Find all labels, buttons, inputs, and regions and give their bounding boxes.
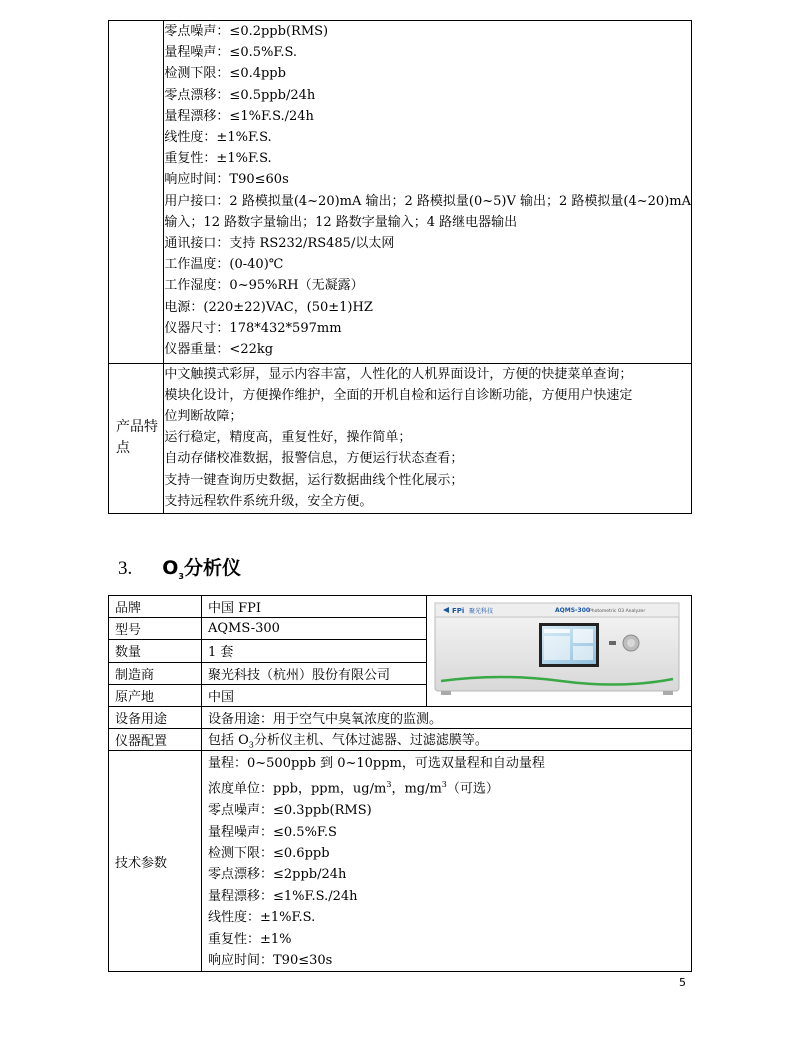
spec-line: 工作温度：(0-40)℃ — [164, 257, 284, 273]
spec-lines-cell — [164, 21, 692, 364]
feature-line: 中文触摸式彩屏，显示内容丰富，人性化的人机界面设计，方便的快捷菜单查询； — [164, 366, 633, 382]
usage-key: 设备用途 — [109, 707, 202, 729]
config-prefix: 包括 O — [208, 733, 249, 749]
feature-line: 位判断故障； — [164, 408, 243, 424]
tech-values — [202, 751, 692, 972]
conc-prefix: 浓度单位：ppb，ppm，ug/m — [208, 781, 387, 797]
section-title — [162, 557, 241, 579]
spec-line: 输入；12 路数字量输出；12 路数字量输入；4 路继电器输出 — [164, 214, 518, 230]
spec-label-cell — [109, 21, 164, 364]
spec-line: 重复性：±1%F.S. — [164, 151, 272, 167]
o3-analyzer-table — [108, 595, 692, 972]
spec-line: 零点漂移：≤0.5ppb/24h — [164, 87, 316, 103]
title-suffix: 分析仪 — [183, 557, 241, 579]
conc-sup2: 3 — [441, 780, 447, 790]
device-product-desc: Photometric O3 Analyzer — [589, 609, 646, 614]
row-value: 中国 FPI — [202, 596, 427, 618]
section-heading — [118, 553, 241, 581]
feature-line: 支持远程软件系统升级，安全方便。 — [164, 493, 373, 509]
device-model-label: AQMS-300 — [555, 607, 591, 614]
spec-line: 检测下限：≤0.4ppb — [164, 66, 286, 82]
tech-key: 技术参数 — [109, 751, 202, 972]
row-value: 1 套 — [202, 640, 427, 662]
spec-line: 仪器尺寸：178*432*597mm — [164, 320, 342, 336]
page-number: 5 — [679, 976, 686, 989]
row-key: 型号 — [109, 618, 202, 640]
feature-line: 自动存储校准数据，报警信息，方便运行状态查看； — [164, 451, 464, 467]
row-key: 制造商 — [109, 662, 202, 684]
feature-line: 模块化设计，方便操作维护，全面的开机自检和运行自诊断功能，方便用户快速定 — [164, 387, 633, 403]
config-subscript: 3 — [248, 740, 254, 750]
row-key: 数量 — [109, 640, 202, 662]
row-value: AQMS-300 — [202, 618, 427, 640]
tech-line: 量程漂移：≤1%F.S./24h — [208, 888, 358, 904]
spec-line: 量程漂移：≤1%F.S./24h — [164, 108, 314, 124]
spec-line: 响应时间：T90≤60s — [164, 172, 289, 188]
spec-line: 线性度：±1%F.S. — [164, 130, 272, 146]
features-label: 产品特点 — [109, 363, 164, 513]
product-image-cell — [427, 596, 692, 707]
spec-line: 仪器重量：<22kg — [164, 342, 274, 358]
conc-mid: ，mg/m — [391, 781, 442, 797]
row-value: 聚光科技（杭州）股份有限公司 — [202, 662, 427, 684]
svg-text:FPi: FPi — [452, 607, 465, 615]
spec-line: 工作湿度：0~95%RH（无凝露） — [164, 278, 364, 294]
tech-line: 检测下限：≤0.6ppb — [208, 845, 330, 861]
feature-line: 支持一键查询历史数据，运行数据曲线个性化展示； — [164, 472, 464, 488]
tech-line: 响应时间：T90≤30s — [208, 952, 333, 968]
title-prefix: O — [162, 557, 179, 579]
tech-line: 零点漂移：≤2ppb/24h — [208, 867, 347, 883]
spec-line: 通讯接口：支持 RS232/RS485/以太网 — [164, 236, 395, 252]
section-number: 3. — [118, 558, 133, 579]
config-key: 仪器配置 — [109, 729, 202, 751]
features-lines-cell — [164, 363, 692, 513]
usb-port-icon — [609, 641, 616, 645]
spec-line: 用户接口：2 路模拟量(4~20)mA 输出；2 路模拟量(0~5)V 输出；2 路模拟量(4~20)mA — [164, 193, 691, 209]
tech-line: 线性度：±1%F.S. — [208, 910, 316, 926]
conc-sup1: 3 — [386, 780, 392, 790]
analyzer-device-image — [431, 599, 683, 699]
tech-line: 量程噪声：≤0.5%F.S — [208, 824, 337, 840]
spec-line: 量程噪声：≤0.5%F.S. — [164, 45, 298, 61]
spec-table-continued — [108, 20, 692, 514]
row-key: 品牌 — [109, 596, 202, 618]
config-value — [202, 729, 692, 751]
feature-line: 运行稳定，精度高，重复性好，操作简单； — [164, 430, 412, 446]
device-brand-text: 聚光科技 — [469, 608, 494, 615]
spec-line: 零点噪声：≤0.2ppb(RMS) — [164, 24, 329, 39]
tech-line-concentration — [208, 774, 691, 800]
row-value: 中国 — [202, 684, 427, 706]
title-subscript: 3 — [178, 571, 184, 581]
usage-value: 设备用途：用于空气中臭氧浓度的监测。 — [202, 707, 692, 729]
conc-suffix: （可选） — [446, 781, 499, 797]
tech-line: 量程：0~500ppb 到 0~10ppm，可选双量程和自动量程 — [208, 756, 545, 771]
tech-line: 零点噪声：≤0.3ppb(RMS) — [208, 803, 372, 819]
row-key: 原产地 — [109, 684, 202, 706]
spec-line: 电源：(220±22)VAC，(50±1)HZ — [164, 299, 373, 315]
config-suffix: 分析仪主机、气体过滤器、过滤滤膜等。 — [253, 733, 488, 749]
tech-line: 重复性：±1% — [208, 931, 292, 947]
